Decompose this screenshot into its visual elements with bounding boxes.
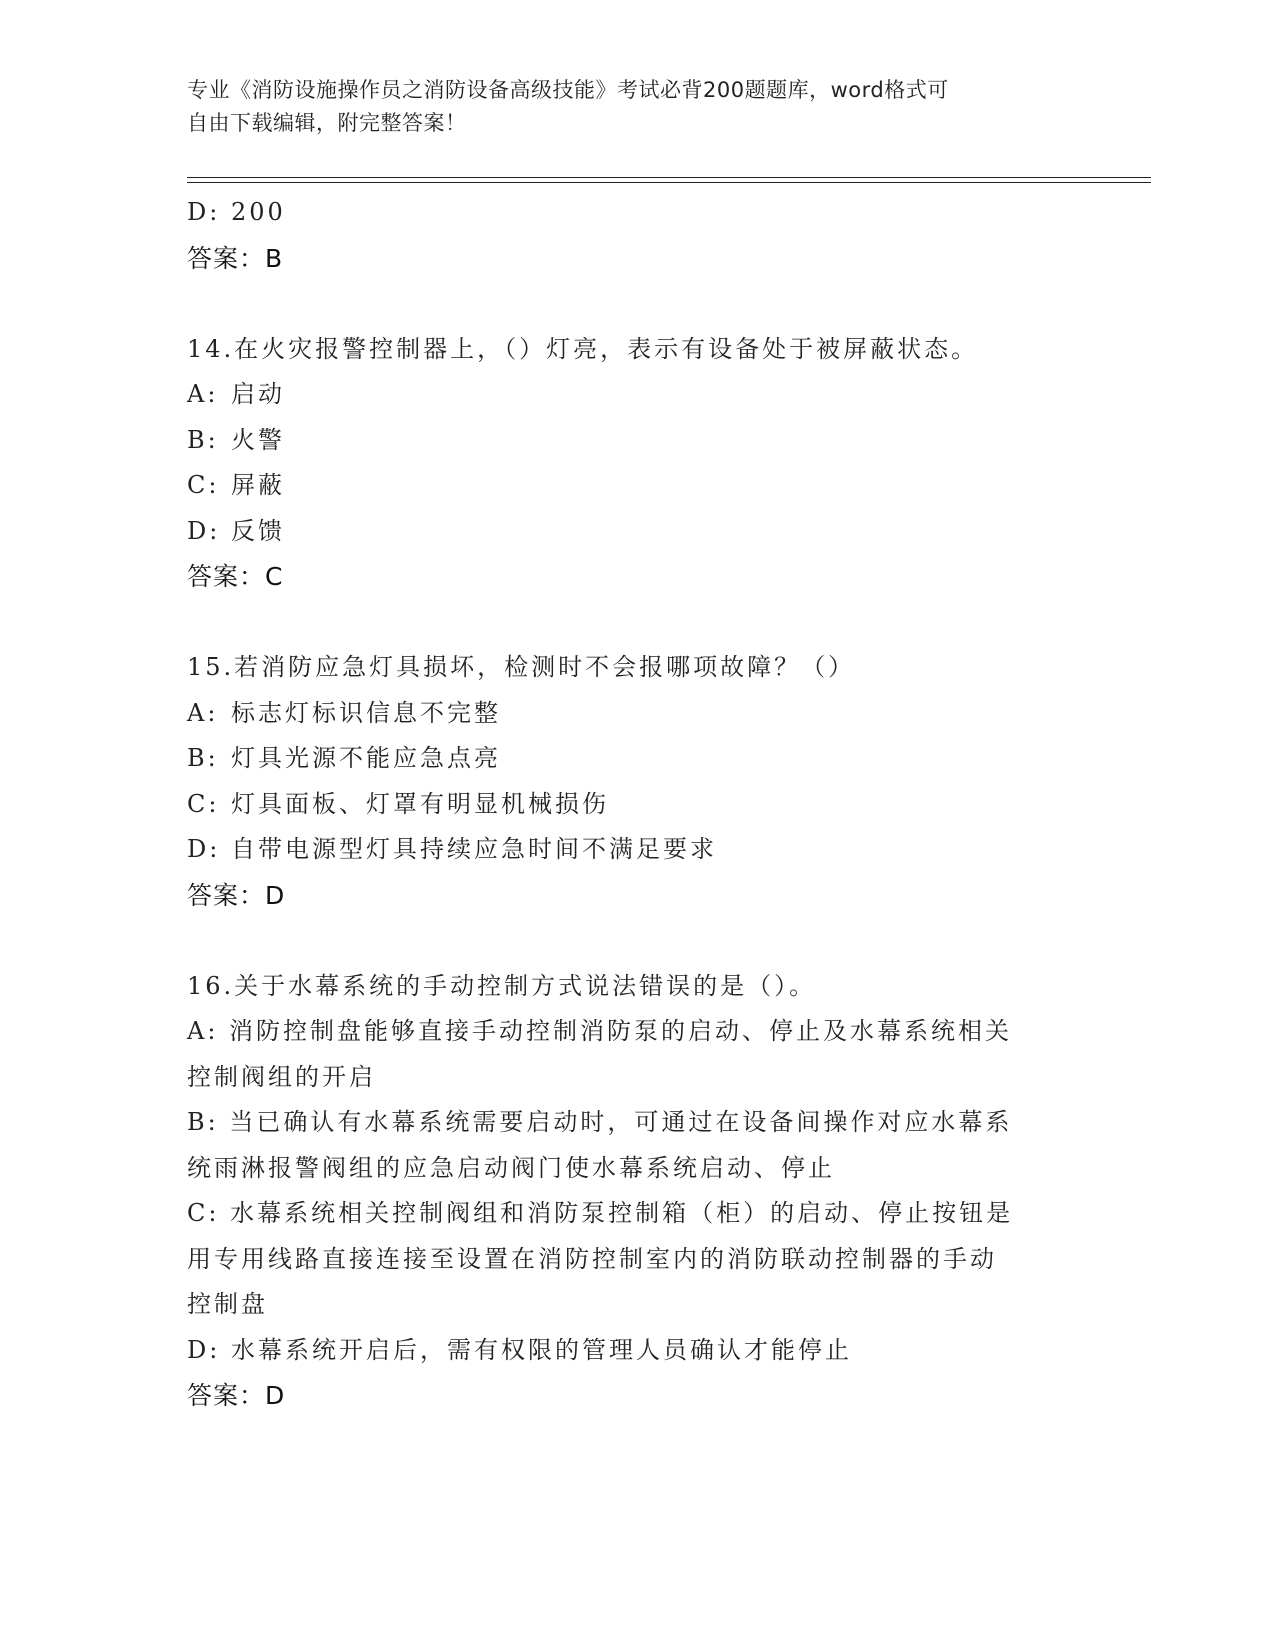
option-a bbox=[187, 372, 1067, 418]
option-d bbox=[187, 509, 1067, 555]
spacer bbox=[187, 281, 1067, 327]
option-a-line-1: A: 消防控制盘能够直接手动控制消防泵的启动、停止及水幕系统相关 bbox=[187, 1017, 1013, 1045]
option-text: 灯具光源不能应急点亮 bbox=[231, 744, 501, 772]
option-prefix: C: bbox=[187, 789, 220, 818]
option-d: D: 200 bbox=[187, 198, 286, 226]
option-c-line-2: 用专用线路直接连接至设置在消防控制室内的消防联动控制器的手动 bbox=[187, 1244, 997, 1273]
option-c-line-3: 控制盘 bbox=[187, 1290, 268, 1318]
spacer bbox=[187, 600, 1067, 646]
option-prefix: A: bbox=[187, 698, 219, 727]
header-line-2: 自由下载编辑，附完整答案！ bbox=[187, 111, 467, 135]
header-rule-bottom bbox=[187, 182, 1151, 183]
answer-line: 答案：B bbox=[187, 243, 284, 273]
option-text: 屏蔽 bbox=[231, 471, 285, 499]
option-text: 反馈 bbox=[231, 516, 285, 545]
option-text: 灯具面板、灯罩有明显机械损伤 bbox=[231, 789, 609, 818]
option-prefix: D: bbox=[187, 835, 221, 863]
header-line-1: 专业《消防设施操作员之消防设备高级技能》考试必背200题题库，word格式可 bbox=[187, 78, 949, 102]
option-a-line-2: 控制阀组的开启 bbox=[187, 1062, 376, 1091]
option-prefix: C: bbox=[187, 471, 220, 499]
option-b-line-2: 统雨淋报警阀组的应急启动阀门使水幕系统启动、停止 bbox=[187, 1153, 835, 1182]
question-content bbox=[187, 190, 1067, 1419]
option-text: 启动 bbox=[231, 380, 285, 408]
option-text: 自带电源型灯具持续应急时间不满足要求 bbox=[231, 835, 717, 863]
option-a bbox=[187, 691, 1067, 737]
option-d-line-1: D: 水幕系统开启后，需有权限的管理人员确认才能停止 bbox=[187, 1335, 852, 1364]
option-c-line-1: C: 水幕系统相关控制阀组和消防泵控制箱（柜）的启动、停止按钮是 bbox=[187, 1199, 1014, 1227]
answer-line: 答案：C bbox=[187, 562, 284, 591]
question-stem: 16.关于水幕系统的手动控制方式说法错误的是（）。 bbox=[187, 971, 817, 1000]
previous-question-tail bbox=[187, 190, 1067, 281]
header-rule-top bbox=[187, 177, 1151, 178]
option-text: 火警 bbox=[231, 425, 285, 454]
option-b bbox=[187, 418, 1067, 464]
option-prefix: D: bbox=[187, 516, 221, 545]
answer-line: 答案：D bbox=[187, 1381, 286, 1410]
option-b bbox=[187, 736, 1067, 782]
option-c bbox=[187, 463, 1067, 509]
option-c bbox=[187, 782, 1067, 828]
option-prefix: B: bbox=[187, 425, 219, 454]
answer-line: 答案：D bbox=[187, 880, 286, 910]
question-stem: 15.若消防应急灯具损坏，检测时不会报哪项故障？（） bbox=[187, 653, 856, 681]
spacer bbox=[187, 918, 1067, 964]
question-stem: 14.在火灾报警控制器上，（）灯亮，表示有设备处于被屏蔽状态。 bbox=[187, 334, 979, 363]
option-text: 标志灯标识信息不完整 bbox=[231, 698, 501, 727]
option-prefix: A: bbox=[187, 380, 219, 408]
option-b-line-1: B: 当已确认有水幕系统需要启动时，可通过在设备间操作对应水幕系 bbox=[187, 1108, 1013, 1136]
document-header bbox=[187, 74, 1067, 140]
option-d bbox=[187, 827, 1067, 873]
question-16 bbox=[187, 964, 1067, 1419]
option-prefix: B: bbox=[187, 744, 219, 772]
question-15 bbox=[187, 645, 1067, 918]
question-14 bbox=[187, 327, 1067, 600]
